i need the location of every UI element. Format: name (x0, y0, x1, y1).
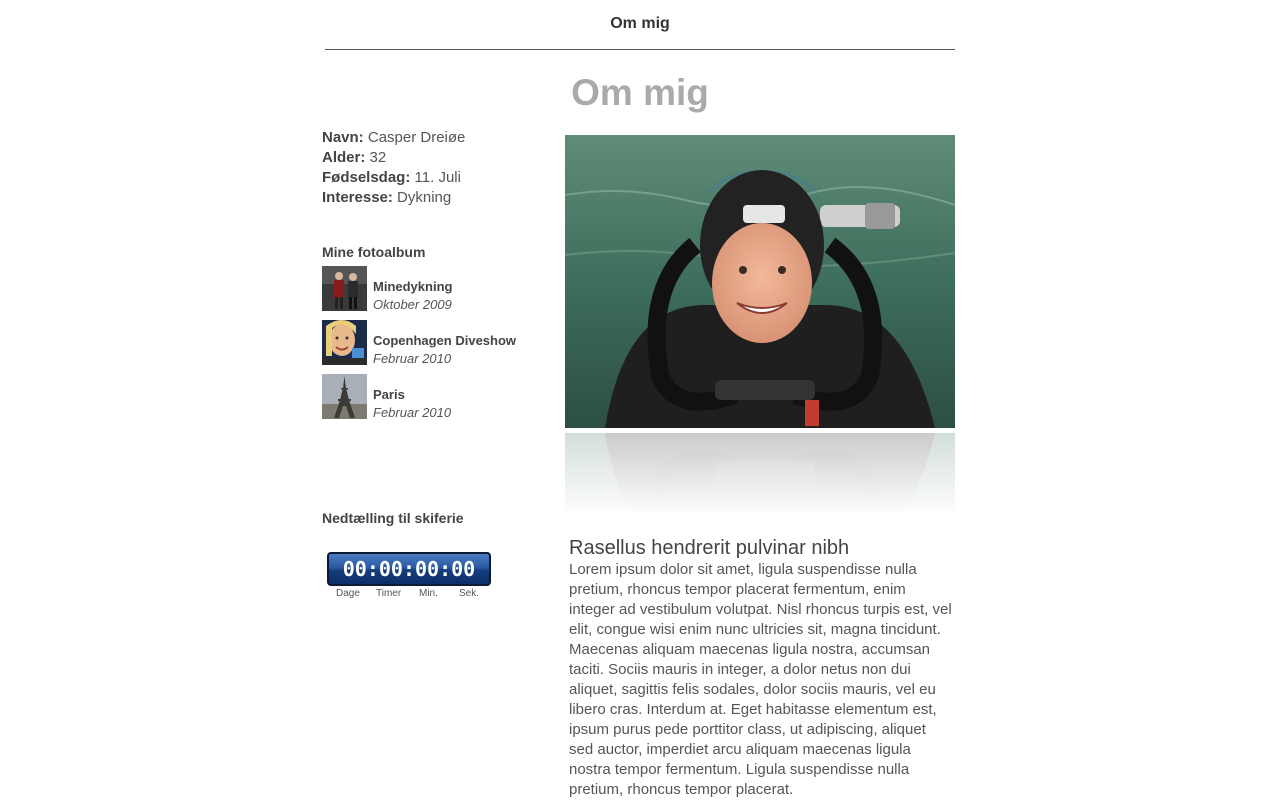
countdown-label-minutes: Min. (419, 588, 438, 599)
album-title[interactable]: Copenhagen Diveshow (373, 333, 517, 348)
profile-value: 32 (369, 149, 387, 166)
countdown-label-days: Dage (336, 588, 360, 599)
countdown-timer-display: 00:00:00:00 (327, 552, 491, 586)
album-thumbnail[interactable] (322, 320, 367, 365)
albums-heading: Mine fotoalbum (322, 244, 426, 260)
album-thumbnail[interactable] (322, 374, 367, 419)
album-title[interactable]: Minedykning (373, 279, 453, 294)
profile-row-name (322, 128, 552, 148)
profile-row-age (322, 148, 552, 168)
profile-row-birthday (322, 168, 552, 188)
profile-value: Casper Dreiøe (367, 129, 466, 146)
profile-label: Navn: (322, 129, 364, 146)
countdown-label-seconds: Sek. (459, 588, 480, 599)
album-title[interactable]: Paris (373, 387, 405, 402)
album-thumbnail[interactable] (322, 266, 367, 311)
countdown-heading: Nedtælling til skiferie (322, 510, 464, 526)
profile-info (322, 128, 552, 208)
profile-label: Alder: (322, 149, 366, 166)
album-date: Februar 2010 (373, 405, 452, 420)
album-date: Oktober 2009 (373, 297, 452, 312)
profile-photo-reflection (565, 428, 955, 520)
album-item-paris[interactable] (322, 374, 542, 420)
profile-value: 11. Juli (414, 169, 461, 186)
article-body: Lorem ipsum dolor sit amet, ligula suspendisse nulla pretium, rhoncus tempor placerat fermentum, enim integer ad vestibulum volutpat. Nisl rhoncus turpis est, vel elit, congue wisi enim nunc ultricies sit, magna tincidunt. Maecenas aliquam maecenas ligula nostra, accumsan taciti. Sociis mauris in integer, a dolor netus non dui aliquet, sagittis felis sodales, dolor sociis mauris, vel eu libero cras. Interdum at. Eget habitasse elementum est, ipsum purus pede porttitor class, ut adipiscing, aliquet sed auctor, imperdiet arcu aliquam maecenas ligula nostra tempor fermentum. Ligula suspendisse nulla pretium, rhoncus tempor placerat. (569, 561, 952, 798)
profile-label: Fødselsdag: (322, 169, 411, 186)
album-date: Februar 2010 (373, 351, 452, 366)
profile-label: Interesse: (322, 189, 393, 206)
countdown-labels (327, 588, 491, 602)
page-title: Om mig (571, 72, 709, 113)
profile-value: Dykning (397, 189, 452, 206)
album-item-minedykning[interactable] (322, 266, 542, 312)
article-title: Rasellus hendrerit pulvinar nibh (569, 537, 850, 559)
nav-link-om-mig[interactable]: Om mig (610, 15, 670, 32)
countdown-label-hours: Timer (376, 588, 402, 599)
profile-photo (565, 135, 955, 428)
album-item-copenhagen-diveshow[interactable] (322, 320, 542, 366)
top-nav (325, 0, 955, 50)
profile-row-interest (322, 188, 552, 208)
